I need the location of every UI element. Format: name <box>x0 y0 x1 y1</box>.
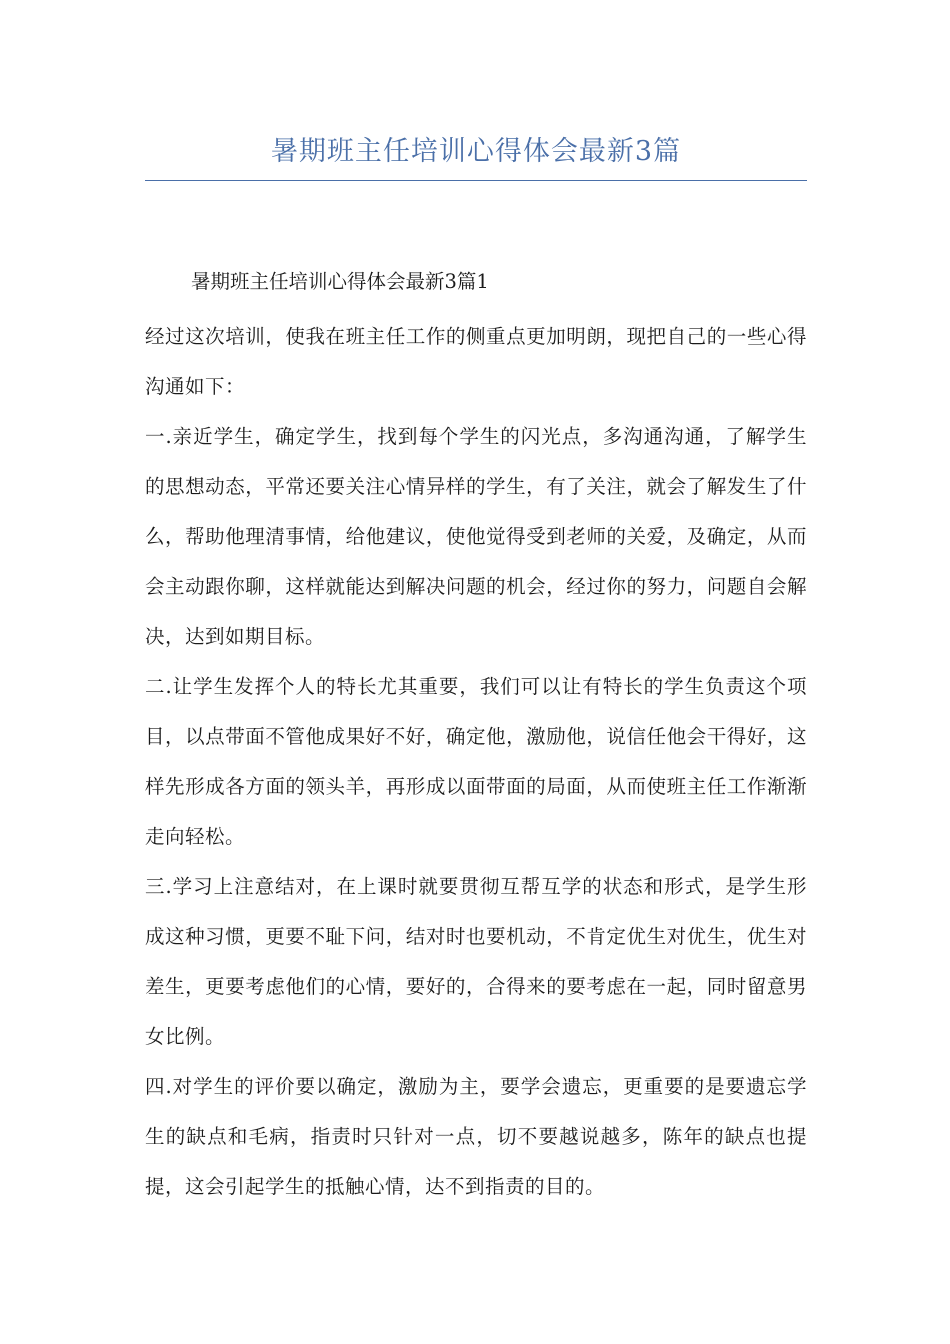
paragraph-point-4: 四.对学生的评价要以确定，激励为主，要学会遗忘，更重要的是要遗忘学生的缺点和毛病，指责时只针对一点，切不要越说越多，陈年的缺点也提提，这会引起学生的抵触心情，达不到指责的目的。 <box>145 1075 807 1198</box>
title-underline <box>145 180 807 181</box>
paragraph-point-1: 一.亲近学生，确定学生，找到每个学生的闪光点，多沟通沟通，了解学生的思想动态，平常还要关注心情异样的学生，有了关注，就会了解发生了什么，帮助他理清事情，给他建议，使他觉得受到老师的关爱，及确定，从而会主动跟你聊，这样就能达到解决问题的机会，经过你的努力，问题自会解决，达到如期目标。 <box>145 425 807 648</box>
paragraph-point-3: 三.学习上注意结对，在上课时就要贯彻互帮互学的状态和形式，是学生形成这种习惯，更要不耻下问，结对时也要机动，不肯定优生对优生，优生对差生，更要考虑他们的心情，要好的，合得来的要考虑在一起，同时留意男女比例。 <box>145 875 807 1048</box>
article-body <box>145 262 807 1212</box>
paragraph-point-2: 二.让学生发挥个人的特长尤其重要，我们可以让有特长的学生负责这个项目，以点带面不管他成果好不好，确定他，激励他，说信任他会干得好，这样先形成各方面的领头羊，再形成以面带面的局面，从而使班主任工作渐渐走向轻松。 <box>145 675 807 848</box>
document-title: 暑期班主任培训心得体会最新3篇 <box>270 136 682 167</box>
section-heading: 暑期班主任培训心得体会最新3篇1 <box>191 270 489 293</box>
paragraph-intro: 经过这次培训，使我在班主任工作的侧重点更加明朗，现把自己的一些心得沟通如下： <box>145 325 807 398</box>
